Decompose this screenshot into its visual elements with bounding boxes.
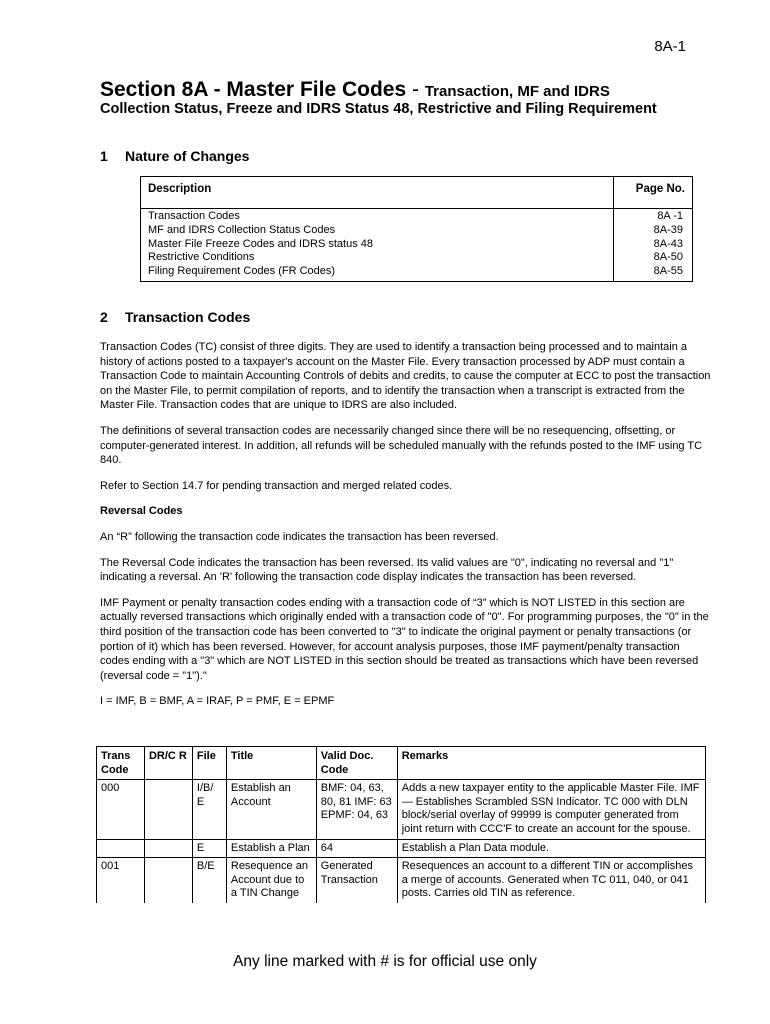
paragraph: IMF Payment or penalty transaction codes ending with a transaction code of “3” which is NOT LISTED in this section are actually reversed transactions which originally ended with a transaction code of "0". For programming purposes, the "0" in the third position of the transaction code has been converted to "3" to indicate the original payment or penalty transactions (or portion of it) which has been reversed. However, for account analysis purposes, those IMF payment/penalty transaction codes ending with a "3" which are NOT LISTED in this section should be treated as transactions which have been reversed (reversal code = "1")." — [100, 596, 709, 682]
contents-page: 8A-43 — [653, 237, 683, 250]
cell-file: E — [192, 839, 226, 858]
contents-description: MF and IDRS Collection Status Codes — [148, 223, 336, 236]
cell-remarks: Resequences an account to a different TIN or accomplishes a merge of accounts. Generated when TC 011, 040, or 041 posts. Carries old TIN as reference. — [397, 858, 705, 903]
contents-page: 8A-39 — [653, 223, 683, 236]
paragraph: The Reversal Code indicates the transaction has been reversed. Its valid values are "0", indicating no reversal and "1" indicating a reversal. An 'R' following the transaction code display indicates the transaction has been reversed. — [100, 556, 674, 584]
table-row — [97, 858, 706, 903]
table-header-row — [97, 747, 706, 780]
cell-trans-code: 000 — [97, 780, 145, 839]
file-legend: I = IMF, B = BMF, A = IRAF, P = PMF, E = EPMF — [100, 695, 335, 708]
contents-table — [140, 176, 693, 282]
section-2-number: 2 — [100, 309, 108, 325]
section-title — [100, 78, 610, 102]
contents-header — [141, 177, 692, 209]
contents-row — [141, 238, 692, 252]
header-drcr: DR/C R — [144, 747, 192, 780]
contents-row — [141, 210, 692, 224]
footer-note: Any line marked with # is for official use only — [233, 953, 537, 970]
cell-remarks: Adds a new taxpayer entity to the applicable Master File. IMF— Establishes Scrambled SSN Indicator. TC 000 with DLN block/serial overlay of 99999 is computer generated from joint return with CCC'F to create an account for the spouse. — [397, 780, 705, 839]
paragraph: An “R” following the transaction code indicates the transaction has been reversed. — [100, 530, 499, 543]
contents-description: Restrictive Conditions — [148, 251, 255, 264]
table-row — [97, 839, 706, 858]
contents-description: Master File Freeze Codes and IDRS status 48 — [148, 237, 373, 250]
section-2-heading — [100, 309, 250, 325]
cell-drcr — [144, 780, 192, 839]
cell-valid-doc-code: BMF: 04, 63, 80, 81 IMF: 63 EPMF: 04, 63 — [316, 780, 397, 839]
section-2-body — [100, 340, 712, 720]
contents-page: 8A-55 — [653, 265, 683, 278]
cell-trans-code — [97, 839, 145, 858]
header-valid-doc-code: Valid Doc. Code — [316, 747, 397, 780]
contents-page: 8A-50 — [653, 251, 683, 264]
paragraph: Refer to Section 14.7 for pending transaction and merged related codes. — [100, 479, 453, 492]
section-2-title: Transaction Codes — [125, 309, 251, 325]
title-main: Section 8A - Master File Codes — [100, 78, 407, 101]
contents-row — [141, 265, 692, 279]
paragraph: Transaction Codes (TC) consist of three digits. They are used to identify a transaction being processed and to maintain a history of actions posted to a taxpayer's account on the Master File. Every transaction processed by ADP must contain a Transaction Code to maintain Accounting Controls of debits and credits, to cause the computer at ECC to post the transaction on the Master File, to permit compilation of reports, and to identify the transaction when a transcript is extracted from the Master File. Transaction codes that are unique to IDRS are also included. — [100, 341, 711, 412]
cell-drcr — [144, 839, 192, 858]
cell-valid-doc-code: 64 — [316, 839, 397, 858]
contents-description: Transaction Codes — [148, 210, 240, 222]
header-title: Title — [226, 747, 316, 780]
cell-remarks: Establish a Plan Data module. — [397, 839, 705, 858]
section-1-heading — [100, 148, 249, 164]
cell-drcr — [144, 858, 192, 903]
cell-valid-doc-code: Generated Transaction — [316, 858, 397, 903]
cell-file: I/B/ E — [192, 780, 226, 839]
contents-row — [141, 251, 692, 265]
header-file: File — [192, 747, 226, 780]
section-subtitle: Collection Status, Freeze and IDRS Status 48, Restrictive and Filing Requirement — [100, 101, 657, 117]
cell-title: Establish an Account — [226, 780, 316, 839]
title-rest: Transaction, MF and IDRS — [424, 83, 610, 100]
paragraph: The definitions of several transaction codes are necessarily changed since there will be no resequencing, offsetting, or computer-generated interest. In addition, all refunds will be scheduled manually with the refunds posted to the IMF using TC 840. — [100, 424, 703, 467]
transaction-code-table — [96, 746, 706, 903]
contents-header-description: Description — [148, 183, 212, 195]
header-remarks: Remarks — [397, 747, 705, 780]
page-number: 8A-1 — [654, 38, 686, 55]
section-1-title: Nature of Changes — [125, 148, 250, 164]
cell-title: Establish a Plan — [226, 839, 316, 858]
contents-page: 8A -1 — [657, 210, 683, 222]
reversal-codes-heading: Reversal Codes — [100, 505, 183, 518]
cell-file: B/E — [192, 858, 226, 903]
cell-trans-code: 001 — [97, 858, 145, 903]
cell-title: Resequence an Account due to a TIN Change — [226, 858, 316, 903]
section-1-number: 1 — [100, 148, 108, 164]
header-trans-code: Trans Code — [97, 747, 145, 780]
contents-description: Filing Requirement Codes (FR Codes) — [148, 265, 336, 278]
contents-header-page: Page No. — [635, 183, 685, 195]
title-dash: - — [406, 78, 425, 101]
table-row — [97, 780, 706, 839]
contents-row — [141, 224, 692, 238]
